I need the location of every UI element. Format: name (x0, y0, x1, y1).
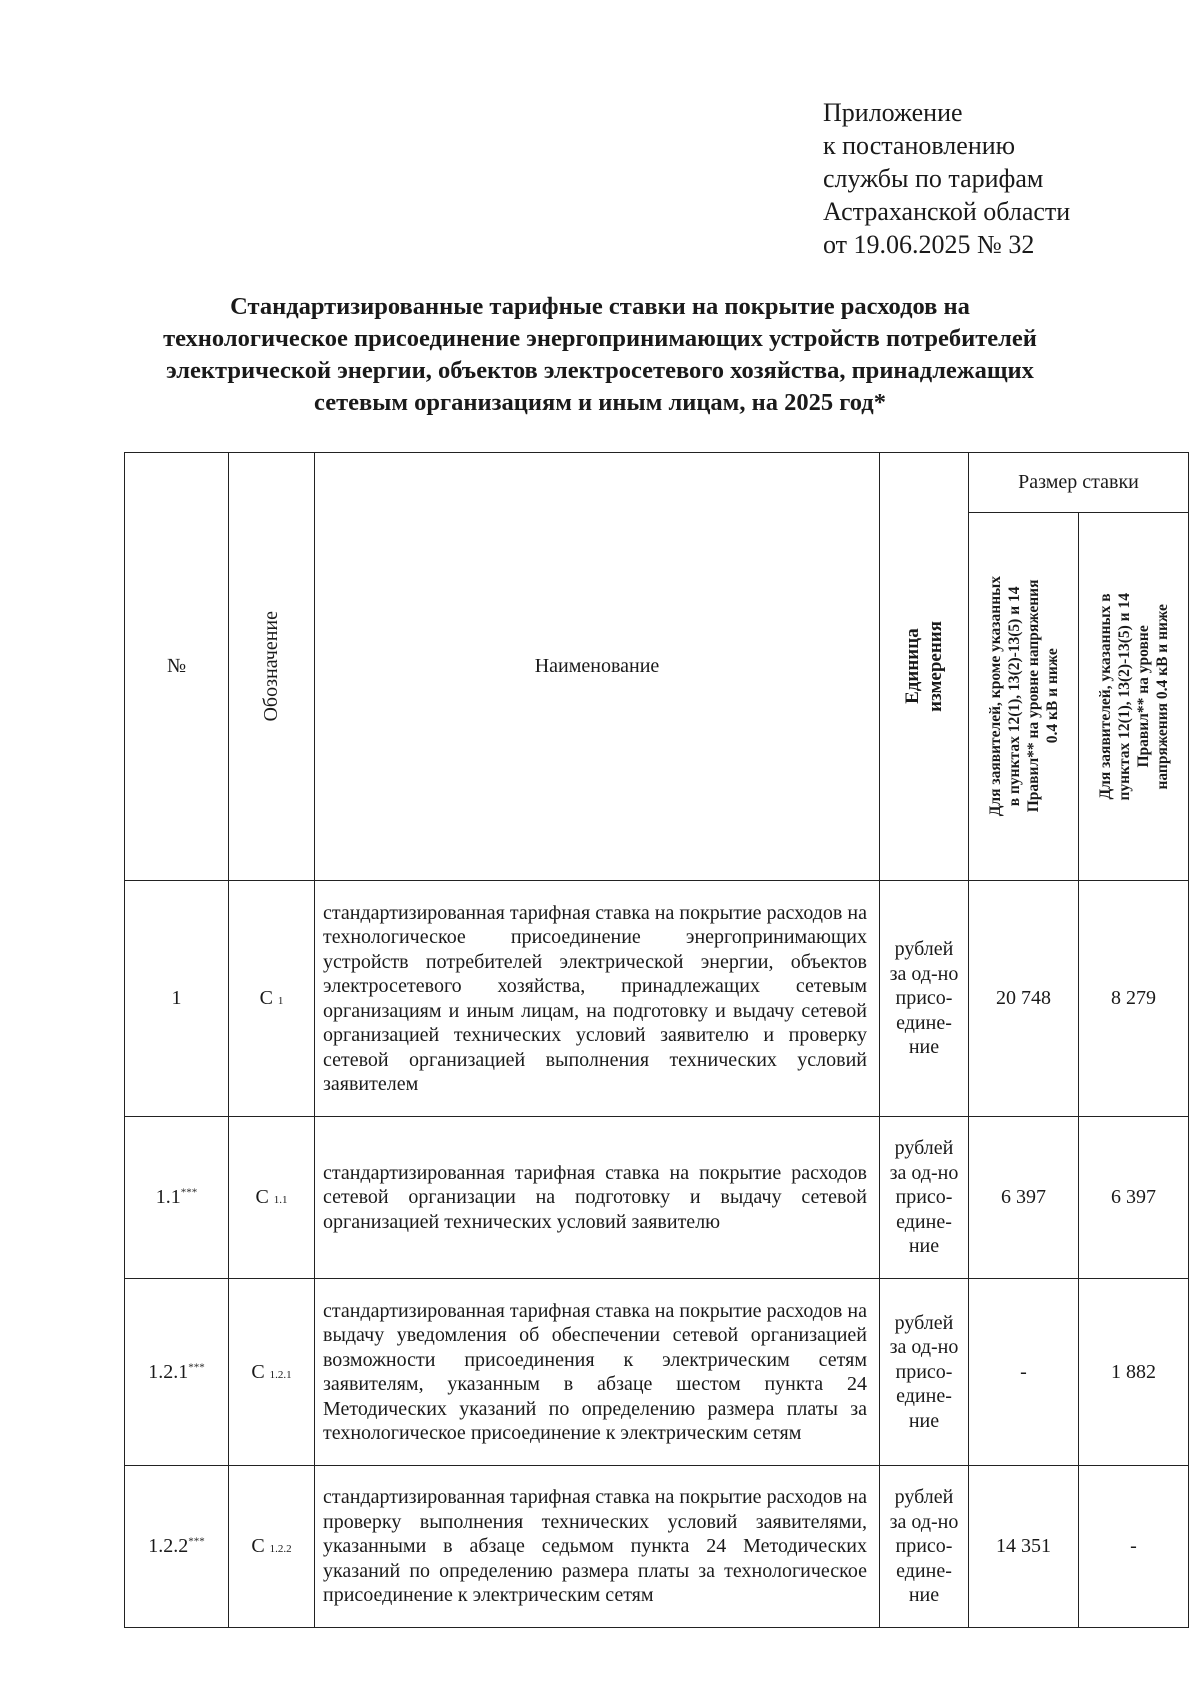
appendix-block (823, 96, 1163, 261)
appendix-line: Приложение (823, 98, 963, 127)
row-unit: рублей за од-но присо-едине-ние (880, 1279, 969, 1466)
row-unit: рублей за од-но присо-едине-ние (880, 1466, 969, 1628)
row-number: 1.1*** (125, 1117, 229, 1279)
row-designation: С 1.2.1 (229, 1279, 315, 1466)
appendix-line: к постановлению (823, 131, 1016, 160)
row-rate2: 8 279 (1079, 881, 1189, 1117)
header-unit (880, 453, 969, 881)
row-rate1: 20 748 (969, 881, 1079, 1117)
header-rate-col1-label: Для заявителей, кроме указанных в пунктах 12(1), 13(2)-13(5) и 14 Правил** на уровне напряжения 0.4 кВ и ниже (986, 576, 1061, 817)
appendix-line: Астраханской области (823, 197, 1071, 226)
row-rate2: - (1079, 1466, 1189, 1628)
row-rate2: 6 397 (1079, 1117, 1189, 1279)
row-name: стандартизированная тарифная ставка на покрытие расходов на проверку выполнения технических условий заявителями, указанными в абзаце седьмом пункта 24 Методических указаний по определению размера платы за технологическое присоединение к электрическим сетям (315, 1466, 880, 1628)
row-rate1: - (969, 1279, 1079, 1466)
header-rate-col1 (969, 513, 1079, 881)
row-rate1: 6 397 (969, 1117, 1079, 1279)
row-designation: С 1.1 (229, 1117, 315, 1279)
tariff-table (124, 452, 1189, 1628)
header-designation (229, 453, 315, 881)
row-number: 1.2.2*** (125, 1466, 229, 1628)
header-row (125, 453, 1189, 513)
row-rate2: 1 882 (1079, 1279, 1189, 1466)
appendix-line: службы по тарифам (823, 164, 1044, 193)
row-designation: С 1.2.2 (229, 1466, 315, 1628)
table-row (125, 1117, 1189, 1279)
header-rate-col2-label: Для заявителей, указанных в пунктах 12(1), 13(2)-13(5) и 14 Правил** на уровне напряжения 0.4 кВ и ниже (1096, 592, 1171, 801)
table-row (125, 1279, 1189, 1466)
row-number: 1.2.1*** (125, 1279, 229, 1466)
header-rate-col2 (1079, 513, 1189, 881)
header-rate-group: Размер ставки (969, 453, 1189, 513)
row-designation: С 1 (229, 881, 315, 1117)
row-unit: рублей за од-но присо-едине-ние (880, 881, 969, 1117)
row-name: стандартизированная тарифная ставка на покрытие расходов на выдачу уведомления об обеспечении сетевой организацией возможности присоединения к электрическим сетям заявителям, указанным в абзаце шестом пункта 24 Методических указаний по определению размера платы за технологическое присоединение к электрическим сетям (315, 1279, 880, 1466)
row-name: стандартизированная тарифная ставка на покрытие расходов сетевой организации на подготовку и выдачу сетевой организацией технических условий заявителю (315, 1117, 880, 1279)
appendix-line: от 19.06.2025 № 32 (823, 230, 1035, 259)
row-rate1: 14 351 (969, 1466, 1079, 1628)
row-number: 1 (125, 881, 229, 1117)
document-title: Стандартизированные тарифные ставки на покрытие расходов на технологическое присоединение энергопринимающих устройств потребителей электрической энергии, объектов электросетевого хозяйства, принадлежащих сетевым организациям и иным лицам, на 2025 год* (163, 293, 1037, 416)
header-unit-label: Единица измерения (902, 621, 946, 712)
header-number: № (125, 453, 229, 881)
header-name: Наименование (315, 453, 880, 881)
row-name: стандартизированная тарифная ставка на покрытие расходов на технологическое присоединение энергопринимающих устройств потребителей электрической энергии, объектов электросетевого хозяйства, принадлежащих сетевым организациям и иным лицам, на подготовку и выдачу сетевой организацией технических условий заявителю и проверку сетевой организацией выполнения технических условий заявителем (315, 881, 880, 1117)
table-row (125, 881, 1189, 1117)
row-unit: рублей за од-но присо-едине-ние (880, 1117, 969, 1279)
header-designation-label: Обозначение (260, 611, 282, 722)
table-row (125, 1466, 1189, 1628)
